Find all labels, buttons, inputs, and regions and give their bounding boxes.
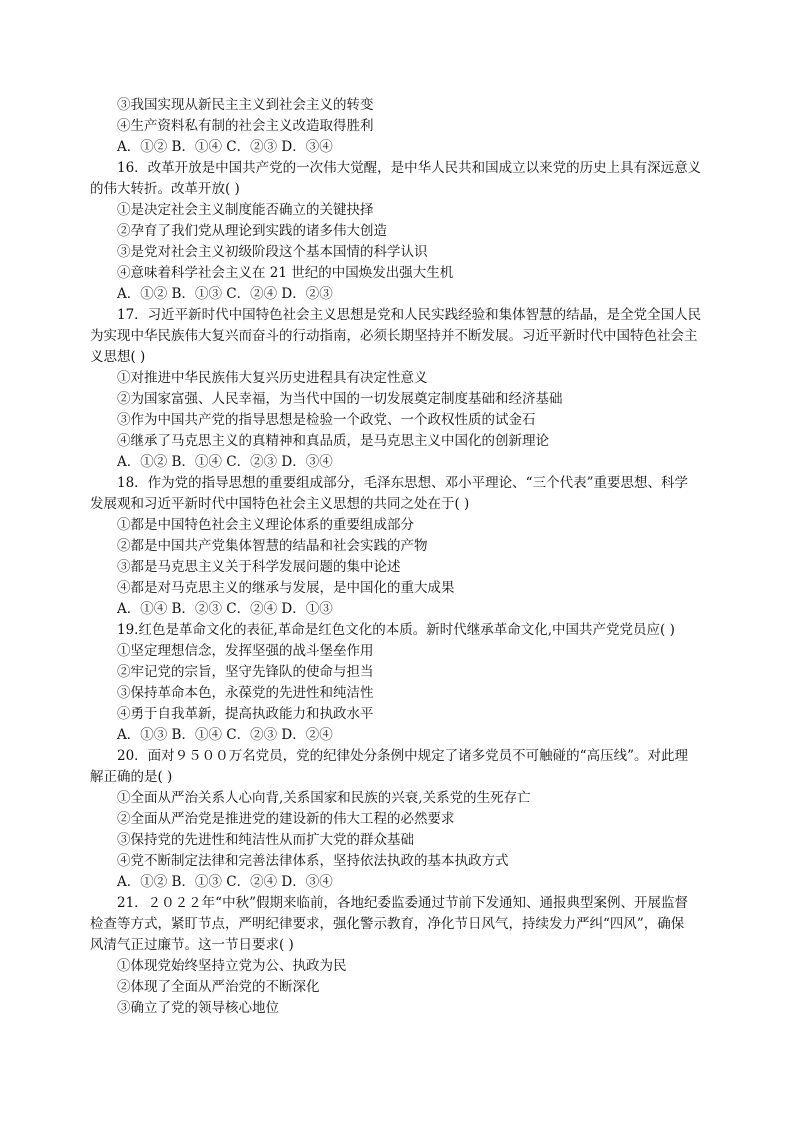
option-line: ①对推进中华民族伟大复兴历史进程具有决定性意义 bbox=[117, 370, 428, 386]
question-21-stem: 21．２０２２年“中秋”假期来临前，各地纪委监委通过节前下发通知、通报典型案例、开展监督 bbox=[117, 895, 688, 911]
answer-choices: A．①② B．①③ C．②④ D．③④ bbox=[117, 874, 333, 890]
question-21-stem-cont: 检查等方式，紧盯节点，严明纪律要求，强化警示教育，净化节日风气，持续发力严纠“四风”，确保 bbox=[90, 916, 685, 932]
question-17-stem-cont: 为实现中华民族伟大复兴而奋斗的行动指南，必须长期坚持并不断发展。习近平新时代中国特色社会主 bbox=[90, 328, 698, 344]
option-line: ④都是对马克思主义的继承与发展，是中国化的重大成果 bbox=[117, 580, 455, 596]
answer-choices: A．①② B．①③ C．②④ D．②③ bbox=[117, 286, 333, 302]
question-17-stem: 17．习近平新时代中国特色社会主义思想是党和人民实践经验和集体智慧的结晶，是全党全国人民 bbox=[117, 307, 702, 323]
question-20-stem-cont: 解正确的是( ) bbox=[90, 769, 173, 785]
option-line: ④继承了马克思主义的真精神和真品质，是马克思主义中国化的创新理论 bbox=[117, 433, 549, 449]
option-line: ④意味着科学社会主义在 21 世纪的中国焕发出强大生机 bbox=[117, 265, 454, 281]
question-20-stem: 20．面对９５００万名党员，党的纪律处分条例中规定了诸多党员不可触碰的“高压线”。对此理 bbox=[117, 748, 688, 764]
option-line: ①都是中国特色社会主义理论体系的重要组成部分 bbox=[117, 517, 414, 533]
option-line: ①全面从严治关系人心向背,关系国家和民族的兴衰,关系党的生死存亡 bbox=[117, 790, 531, 806]
option-line: ①体现党始终坚持立党为公、执政为民 bbox=[117, 958, 347, 974]
option-line: ②体现了全面从严治党的不断深化 bbox=[117, 979, 320, 995]
answer-choices: A．①② B．①④ C．②③ D．③④ bbox=[117, 454, 333, 470]
option-line: ③保持党的先进性和纯洁性从而扩大党的群众基础 bbox=[117, 832, 414, 848]
option-line: ④党不断制定法律和完善法律体系，坚持依法执政的基本执政方式 bbox=[117, 853, 509, 869]
option-line: ①是决定社会主义制度能否确立的关键抉择 bbox=[117, 202, 374, 218]
option-line: ②为国家富强、人民幸福，为当代中国的一切发展奠定制度基础和经济基础 bbox=[117, 391, 563, 407]
answer-choices: A．①③ B．①④ C．②③ D．②④ bbox=[117, 727, 333, 743]
question-19-stem: 19.红色是革命文化的表征,革命是红色文化的本质。新时代继承革命文化,中国共产党党员应( ) bbox=[117, 622, 675, 638]
option-line: ①坚定理想信念，发挥坚强的战斗堡垒作用 bbox=[117, 643, 374, 659]
option-line: ②全面从严治党是推进党的建设新的伟大工程的必然要求 bbox=[117, 811, 455, 827]
question-17-stem-cont: 义思想( ) bbox=[90, 349, 146, 365]
option-line: ③作为中国共产党的指导思想是检验一个政党、一个政权性质的试金石 bbox=[117, 412, 536, 428]
option-line: ③确立了党的领导核心地位 bbox=[117, 1000, 279, 1016]
option-line: ④生产资料私有制的社会主义改造取得胜利 bbox=[117, 118, 374, 134]
question-16-stem-cont: 的伟大转折。改革开放( ) bbox=[90, 181, 240, 197]
question-21-stem-cont: 风清气正过廉节。这一节日要求( ) bbox=[90, 937, 294, 953]
answer-choices: A．①② B．①④ C．②③ D．③④ bbox=[117, 139, 333, 155]
option-line: ②都是中国共产党集体智慧的结晶和社会实践的产物 bbox=[117, 538, 428, 554]
answer-choices: A．①④ B．②③ C．②④ D．①③ bbox=[117, 601, 333, 617]
option-line: ③保持革命本色，永葆党的先进性和纯洁性 bbox=[117, 685, 374, 701]
option-line: ③是党对社会主义初级阶段这个基本国情的科学认识 bbox=[117, 244, 428, 260]
question-16-stem: 16．改革开放是中国共产党的一次伟大觉醒，是中华人民共和国成立以来党的历史上具有深远意义 bbox=[117, 160, 702, 176]
question-18-stem: 18．作为党的指导思想的重要组成部分，毛泽东思想、邓小平理论、“三个代表”重要思想、科学 bbox=[117, 475, 688, 491]
option-line: ②孕育了我们党从理论到实践的诸多伟大创造 bbox=[117, 223, 387, 239]
option-line: ③都是马克思主义关于科学发展问题的集中论述 bbox=[117, 559, 401, 575]
option-line: ③我国实现从新民主主义到社会主义的转变 bbox=[117, 97, 374, 113]
option-line: ②牢记党的宗旨，坚守先锋队的使命与担当 bbox=[117, 664, 374, 680]
option-line: ④勇于自我革新，提高执政能力和执政水平 bbox=[117, 706, 374, 722]
question-18-stem-cont: 发展观和习近平新时代中国特色社会主义思想的共同之处在于( ) bbox=[90, 496, 470, 512]
